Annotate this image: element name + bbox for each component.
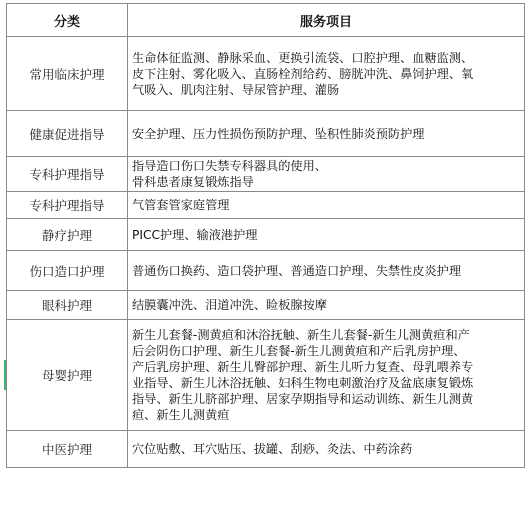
table-header-row [7, 4, 525, 37]
services-cell [128, 251, 525, 291]
service-line: 指导造口伤口失禁专科器具的使用、 [132, 159, 327, 173]
category-cell: 伤口造口护理 [7, 251, 128, 291]
service-line: 业指导、新生儿沐浴抚触、妇科生物电刺激治疗及盆底康复锻炼 [132, 376, 474, 390]
service-line: PICC护理、输液港护理 [132, 227, 258, 242]
table-row [7, 219, 525, 251]
service-line: 产后乳房护理、新生儿臀部护理、新生儿听力复查、母乳喂养专 [132, 360, 474, 374]
service-line: 后会阴伤口护理、新生儿套餐-新生儿测黄疸和产后乳房护理、 [132, 344, 466, 358]
service-line: 普通伤口换药、造口袋护理、普通造口护理、失禁性皮炎护理 [132, 263, 462, 278]
table-row [7, 111, 525, 157]
service-line: 皮下注射、雾化吸入、直肠栓剂给药、膀胱冲洗、鼻饲护理、氧 [132, 66, 474, 81]
header-category: 分类 [7, 4, 128, 37]
service-line: 气吸入、肌肉注射、导尿管护理、灌肠 [132, 82, 340, 97]
table-row [7, 251, 525, 291]
category-cell: 中医护理 [7, 431, 128, 468]
service-line: 疸、新生儿测黄疸 [132, 408, 230, 422]
service-line: 指导、新生儿脐部护理、居家孕期指导和运动训练、新生儿测黄 [132, 392, 474, 406]
service-line: 结膜囊冲洗、泪道冲洗、睑板腺按摩 [132, 298, 327, 312]
category-cell: 专科护理指导 [7, 192, 128, 219]
table-row [7, 192, 525, 219]
services-cell [128, 291, 525, 320]
category-cell: 眼科护理 [7, 291, 128, 320]
services-cell [128, 431, 525, 468]
service-line: 骨科患者康复锻炼指导 [132, 175, 254, 189]
services-cell [128, 192, 525, 219]
category-cell: 健康促进指导 [7, 111, 128, 157]
table-row [7, 291, 525, 320]
service-line: 安全护理、压力性损伤预防护理、坠积性肺炎预防护理 [132, 126, 425, 141]
service-line: 生命体征监测、静脉采血、更换引流袋、口腔护理、血糖监测、 [132, 50, 474, 65]
category-cell: 母婴护理 [7, 320, 128, 431]
services-cell [128, 320, 525, 431]
service-line: 穴位贴敷、耳穴贴压、拔罐、刮痧、灸法、中药涂药 [132, 442, 413, 456]
category-cell: 专科护理指导 [7, 157, 128, 192]
table-row [7, 37, 525, 111]
header-services: 服务项目 [128, 4, 525, 37]
table-row [7, 157, 525, 192]
service-line: 新生儿套餐-测黄疸和沐浴抚触、新生儿套餐-新生儿测黄疸和产 [132, 328, 470, 342]
table-row [7, 320, 525, 431]
category-cell: 常用临床护理 [7, 37, 128, 111]
table-row [7, 431, 525, 468]
category-cell: 静疗护理 [7, 219, 128, 251]
services-cell [128, 219, 525, 251]
services-cell [128, 37, 525, 111]
services-cell [128, 111, 525, 157]
service-line: 气管套管家庭管理 [132, 198, 230, 212]
services-table [6, 3, 525, 468]
services-cell [128, 157, 525, 192]
